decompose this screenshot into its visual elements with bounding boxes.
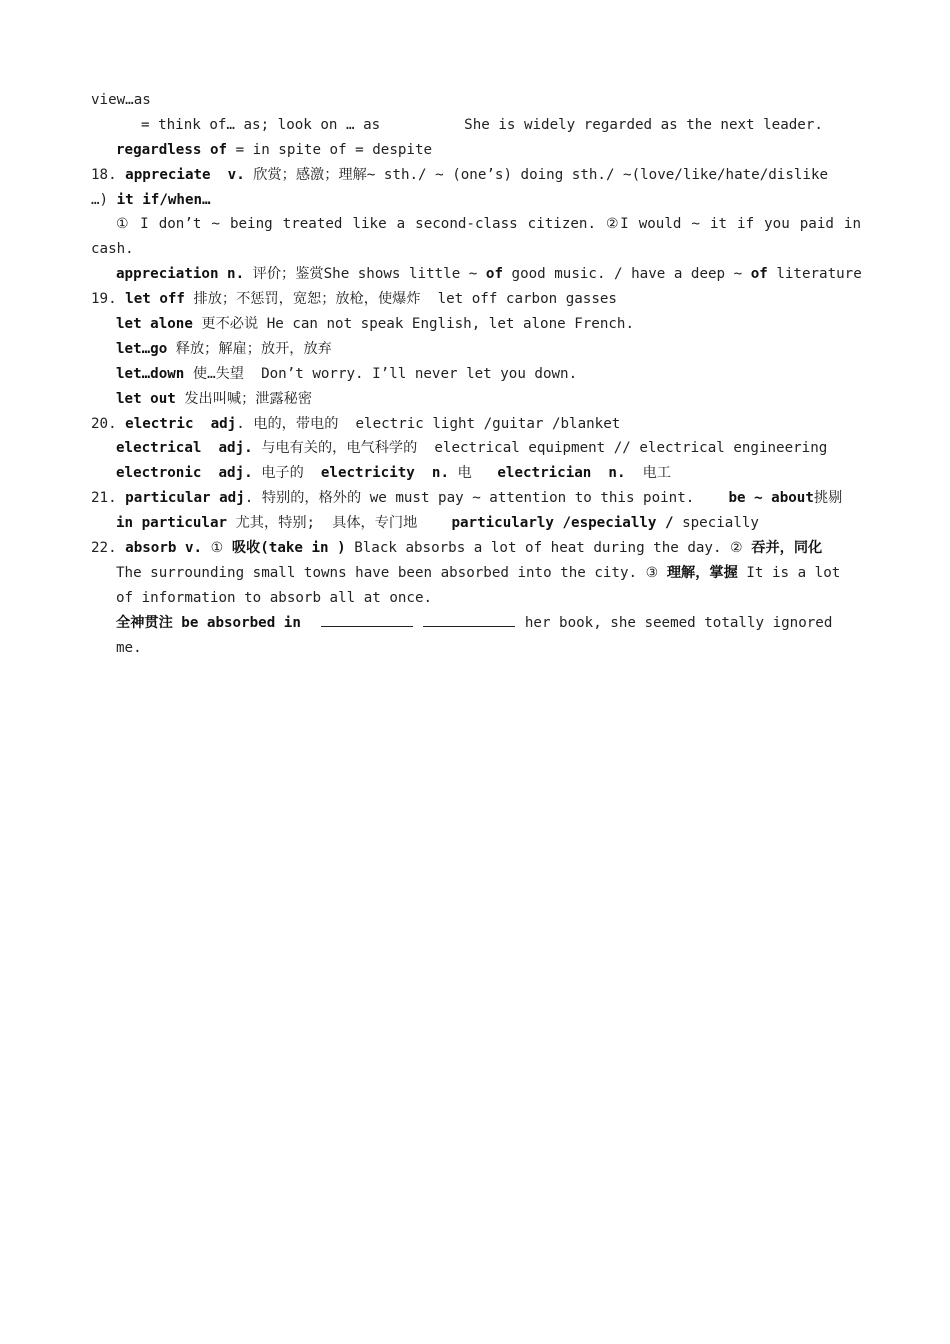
term-of-1: of: [485, 266, 503, 283]
blank-2[interactable]: [423, 612, 515, 627]
term-let-out: let out: [116, 390, 176, 407]
text-cash: cash.: [91, 241, 134, 258]
line-me: [91, 636, 861, 661]
term-regardless-of: regardless of: [116, 141, 228, 158]
term-absorb: absorb v.: [125, 540, 203, 557]
blank-1[interactable]: [321, 612, 413, 627]
text-ellipsis: …): [91, 191, 117, 208]
line-it-if-when: [91, 188, 861, 213]
entry-22: [91, 536, 861, 561]
line-absorb-info: [91, 586, 861, 611]
term-absorbed-in: 全神贯注 be absorbed in: [116, 614, 301, 631]
document-page: [91, 88, 861, 660]
text-circle-1: ①: [202, 540, 232, 557]
text-electrician-def: 电工: [625, 465, 671, 482]
term-let-alone: let alone: [116, 316, 193, 333]
line-electronic: [91, 461, 861, 486]
term-it-if-when: it if/when…: [116, 191, 211, 208]
line-electrical: [91, 436, 861, 461]
line-in-particular: [91, 511, 861, 536]
line-think-of: [91, 113, 861, 138]
text-appreciation-ex: good music. / have a deep ~: [503, 266, 751, 283]
example-absorb-info: of information to absorb all at once.: [116, 589, 433, 606]
text-appreciate-def: 欣赏；感激；理解~ sth./ ~ (one’s) doing sth./ ~(love/like/hate/dislike: [244, 166, 829, 183]
term-absorb-sense-1: 吸收(take in ): [231, 540, 346, 557]
line-let-down: [91, 362, 861, 387]
text-particular-def: . 特别的，格外的 we must pay ~ attention to this point.: [244, 490, 729, 507]
text-electricity-def: 电: [449, 465, 498, 482]
line-let-go: [91, 337, 861, 362]
entry-number-22: 22.: [91, 540, 126, 557]
text-electronic-def: 电子的: [252, 465, 321, 482]
text-view-as: view…as: [91, 92, 151, 108]
text-it-is-a-lot: It is a lot: [737, 564, 841, 581]
term-absorb-sense-3: 理解，掌握: [666, 564, 738, 581]
text-me: me.: [116, 639, 142, 656]
text-regardless-def: = in spite of = despite: [227, 141, 433, 158]
text-electrical-def: 与电有关的，电气科学的 electrical equipment // electrical engineering: [252, 440, 828, 457]
term-be-about: be ~ about: [728, 490, 814, 507]
term-in-particular: in particular: [116, 515, 228, 532]
text-let-out-def: 发出叫喊；泄露秘密: [175, 390, 313, 407]
line-appreciate-examples: [91, 212, 861, 237]
entry-18: [91, 163, 861, 188]
entry-19: [91, 287, 861, 312]
term-particularly: particularly /especially /: [451, 515, 674, 532]
text-let-down-def: 使…失望 Don’t worry. I’ll never let you down.: [184, 365, 578, 382]
text-exercise-sentence: her book, she seemed totally ignored: [524, 614, 833, 631]
line-absorb-towns: [91, 561, 861, 586]
text-appreciation-def: 评价；鉴赏She shows little ~: [244, 266, 486, 283]
text-electric-def: . 电的，带电的 electric light /guitar /blanket: [236, 415, 621, 432]
term-appreciation: appreciation n.: [116, 266, 245, 283]
example-absorb-towns: The surrounding small towns have been absorbed into the city. ③: [116, 564, 667, 581]
text-let-off-def: 排放；不惩罚，宽恕；放枪，使爆炸 let off carbon gasses: [184, 291, 617, 308]
term-appreciate: appreciate v.: [125, 166, 245, 183]
line-view-as: [91, 88, 861, 113]
example-absorb-heat: Black absorbs a lot of heat during the day. ②: [345, 540, 752, 557]
term-of-2: of: [750, 266, 768, 283]
term-electricity: electricity n.: [320, 465, 449, 482]
text-literature: literature: [767, 266, 862, 283]
term-let-off: let off: [125, 291, 185, 308]
term-electrical: electrical adj.: [116, 440, 253, 457]
entry-number-19: 19.: [91, 291, 126, 308]
entry-number-18: 18.: [91, 166, 126, 183]
line-regardless: [91, 138, 861, 163]
term-electronic: electronic adj.: [116, 465, 253, 482]
text-think-of: = think of… as; look on … as: [141, 116, 381, 133]
line-absorbed-in: [91, 611, 861, 636]
entry-number-21: 21.: [91, 490, 126, 507]
term-electric: electric adj: [125, 415, 237, 432]
line-let-alone: [91, 312, 861, 337]
entry-21: [91, 486, 861, 511]
term-let-down: let…down: [116, 365, 185, 382]
term-electrician: electrician n.: [497, 465, 626, 482]
example-appreciate: ① I don’t ~ being treated like a second-class citizen. ②I would ~ it if you paid in: [116, 216, 861, 233]
entry-number-20: 20.: [91, 415, 126, 432]
example-regarded: She is widely regarded as the next leader.: [464, 116, 823, 133]
term-let-go: let…go: [116, 340, 168, 357]
term-particular: particular adj: [125, 490, 245, 507]
line-appreciation: [91, 262, 861, 287]
line-cash: [91, 237, 861, 262]
text-let-go-def: 释放；解雇；放开，放弃: [167, 340, 332, 357]
entry-20: [91, 412, 861, 437]
text-specially: specially: [673, 515, 759, 532]
text-let-alone-def: 更不必说 He can not speak English, let alone French.: [192, 316, 634, 333]
text-be-about-def: 挑剔: [813, 490, 843, 507]
line-let-out: [91, 387, 861, 412]
text-in-particular-def: 尤其，特别; 具体，专门地: [227, 515, 452, 532]
term-absorb-sense-2: 吞并，同化: [751, 540, 823, 557]
